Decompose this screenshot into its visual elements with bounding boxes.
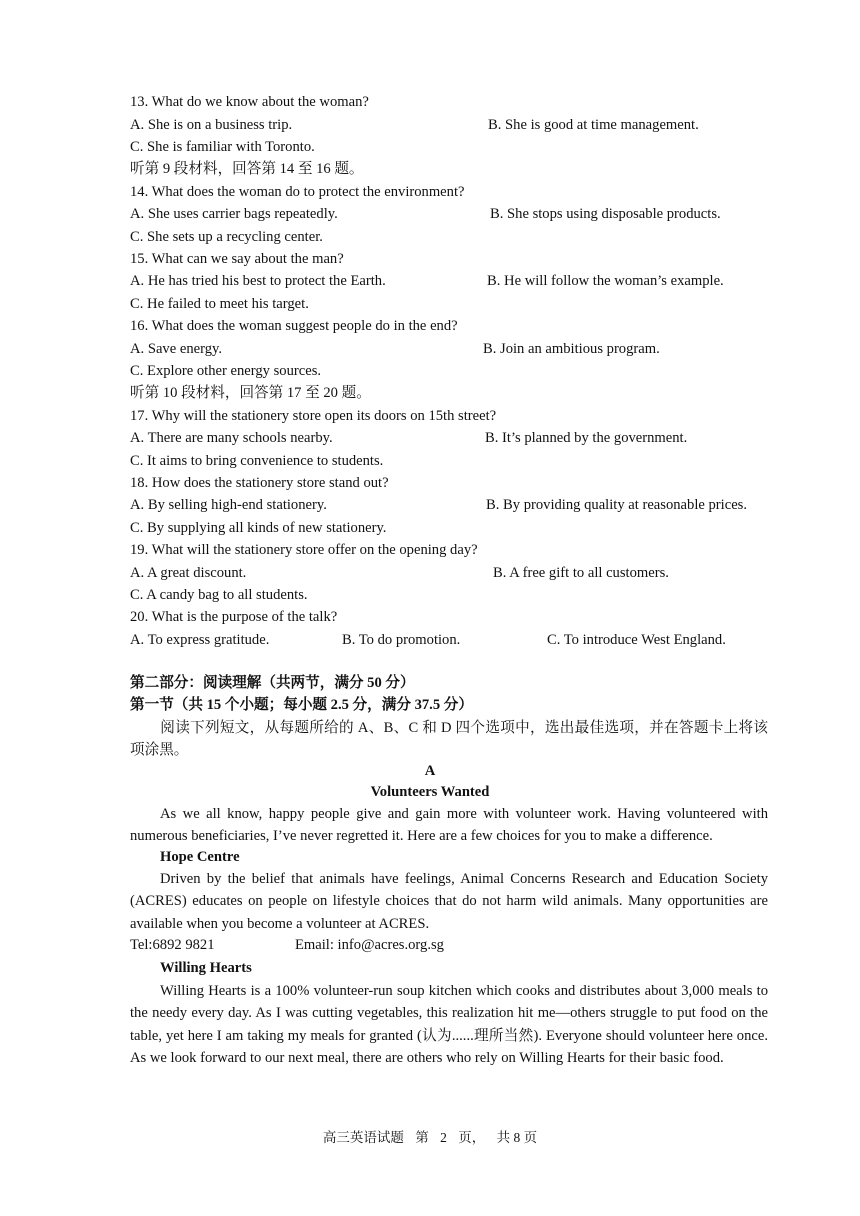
footer-page-number: 2 [440,1130,447,1145]
hope-centre-body [130,868,768,935]
question-13-option-a: A. She is on a business trip. [130,117,293,133]
question-17-option-c: C. It aims to bring convenience to students. [130,453,384,469]
question-20-option-a: A. To express gratitude. [130,632,270,648]
question-14-option-a: A. She uses carrier bags repeatedly. [130,206,338,222]
question-19-option-c: C. A candy bag to all students. [130,587,308,603]
passage-title: Volunteers Wanted [370,784,490,800]
question-15-stem: 15. What can we say about the man? [130,251,344,267]
question-16-option-a: A. Save energy. [130,341,222,357]
footer-exam-name: 高三英语试题 [322,1130,404,1145]
willing-hearts-body [130,980,768,1070]
hope-centre-heading: Hope Centre [160,849,240,865]
footer-page-suffix: 页， [458,1130,486,1145]
question-13-option-b: B. She is good at time management. [488,117,699,133]
part-two-title: 第二部分：阅读理解（共两节，满分 50 分） [130,675,415,691]
section-note-10: 听第 10 段材料，回答第 17 至 20 题。 [130,385,371,401]
question-18-option-b: B. By providing quality at reasonable prices. [486,497,748,513]
question-13-option-c: C. She is familiar with Toronto. [130,139,315,155]
passage-label: A [424,763,436,779]
footer-page-prefix: 第 [415,1130,429,1145]
reading-instructions [130,717,768,762]
question-16-option-c: C. Explore other energy sources. [130,363,322,379]
question-15-option-c: C. He failed to meet his target. [130,296,309,312]
question-16-stem: 16. What does the woman suggest people do in the end? [130,318,458,334]
question-17-stem: 17. Why will the stationery store open its doors on 15th street? [130,408,497,424]
question-20-stem: 20. What is the purpose of the talk? [130,609,338,625]
question-14-option-c: C. She sets up a recycling center. [130,229,323,245]
question-17-option-b: B. It’s planned by the government. [485,430,688,446]
hope-centre-body-text: Driven by the belief that animals have feelings, Animal Concerns Research and Education Society (ACRES) educates on people on lifestyle choices that do not harm wild animals. Many opportunities are available when you become a volunteer at ACRES. [130,871,768,932]
hope-centre-tel: Tel:6892 9821 [130,937,215,953]
question-20-option-b: B. To do promotion. [342,632,461,648]
passage-intro [130,803,768,848]
question-19-option-b: B. A free gift to all customers. [493,565,669,581]
question-16-option-b: B. Join an ambitious program. [483,341,660,357]
question-14-option-b: B. She stops using disposable products. [490,206,721,222]
reading-instructions-text: 阅读下列短文，从每题所给的 A、B、C 和 D 四个选项中，选出最佳选项，并在答题卡上将该项涂黑。 [130,720,768,759]
footer-total-pages: 共 8 页 [496,1130,538,1145]
question-18-option-a: A. By selling high-end stationery. [130,497,327,513]
question-17-option-a: A. There are many schools nearby. [130,430,333,446]
question-18-stem: 18. How does the stationery store stand out? [130,475,389,491]
page-footer [0,1126,860,1146]
willing-hearts-heading: Willing Hearts [160,960,252,976]
question-15-option-b: B. He will follow the woman’s example. [487,273,724,289]
passage-intro-text: As we all know, happy people give and gain more with volunteer work. Having volunteered with numerous beneficiaries, I’ve never regretted it. Here are a few choices for you to make a difference. [130,806,768,845]
question-15-option-a: A. He has tried his best to protect the Earth. [130,273,386,289]
question-14-stem: 14. What does the woman do to protect the environment? [130,184,465,200]
section-note-9: 听第 9 段材料，回答第 14 至 16 题。 [130,161,364,177]
willing-hearts-body-text: Willing Hearts is a 100% volunteer-run soup kitchen which cooks and distributes about 3,000 meals to the needy every day. As I was cutting vegetables, this realization hit me—others struggle to put food on the table, yet here I am taking my meals for granted (认为......理所当然). Everyone should volunteer here once. As we look forward to our next meal, there are others who rely on Willing Hearts for their basic food. [130,983,768,1067]
hope-centre-email: Email: info@acres.org.sg [295,937,444,953]
question-19-option-a: A. A great discount. [130,565,247,581]
question-20-option-c: C. To introduce West England. [547,632,726,648]
question-13-stem: 13. What do we know about the woman? [130,94,369,110]
question-18-option-c: C. By supplying all kinds of new stationery. [130,520,387,536]
section-one-title: 第一节（共 15 个小题；每小题 2.5 分，满分 37.5 分） [130,697,473,713]
question-19-stem: 19. What will the stationery store offer on the opening day? [130,542,478,558]
